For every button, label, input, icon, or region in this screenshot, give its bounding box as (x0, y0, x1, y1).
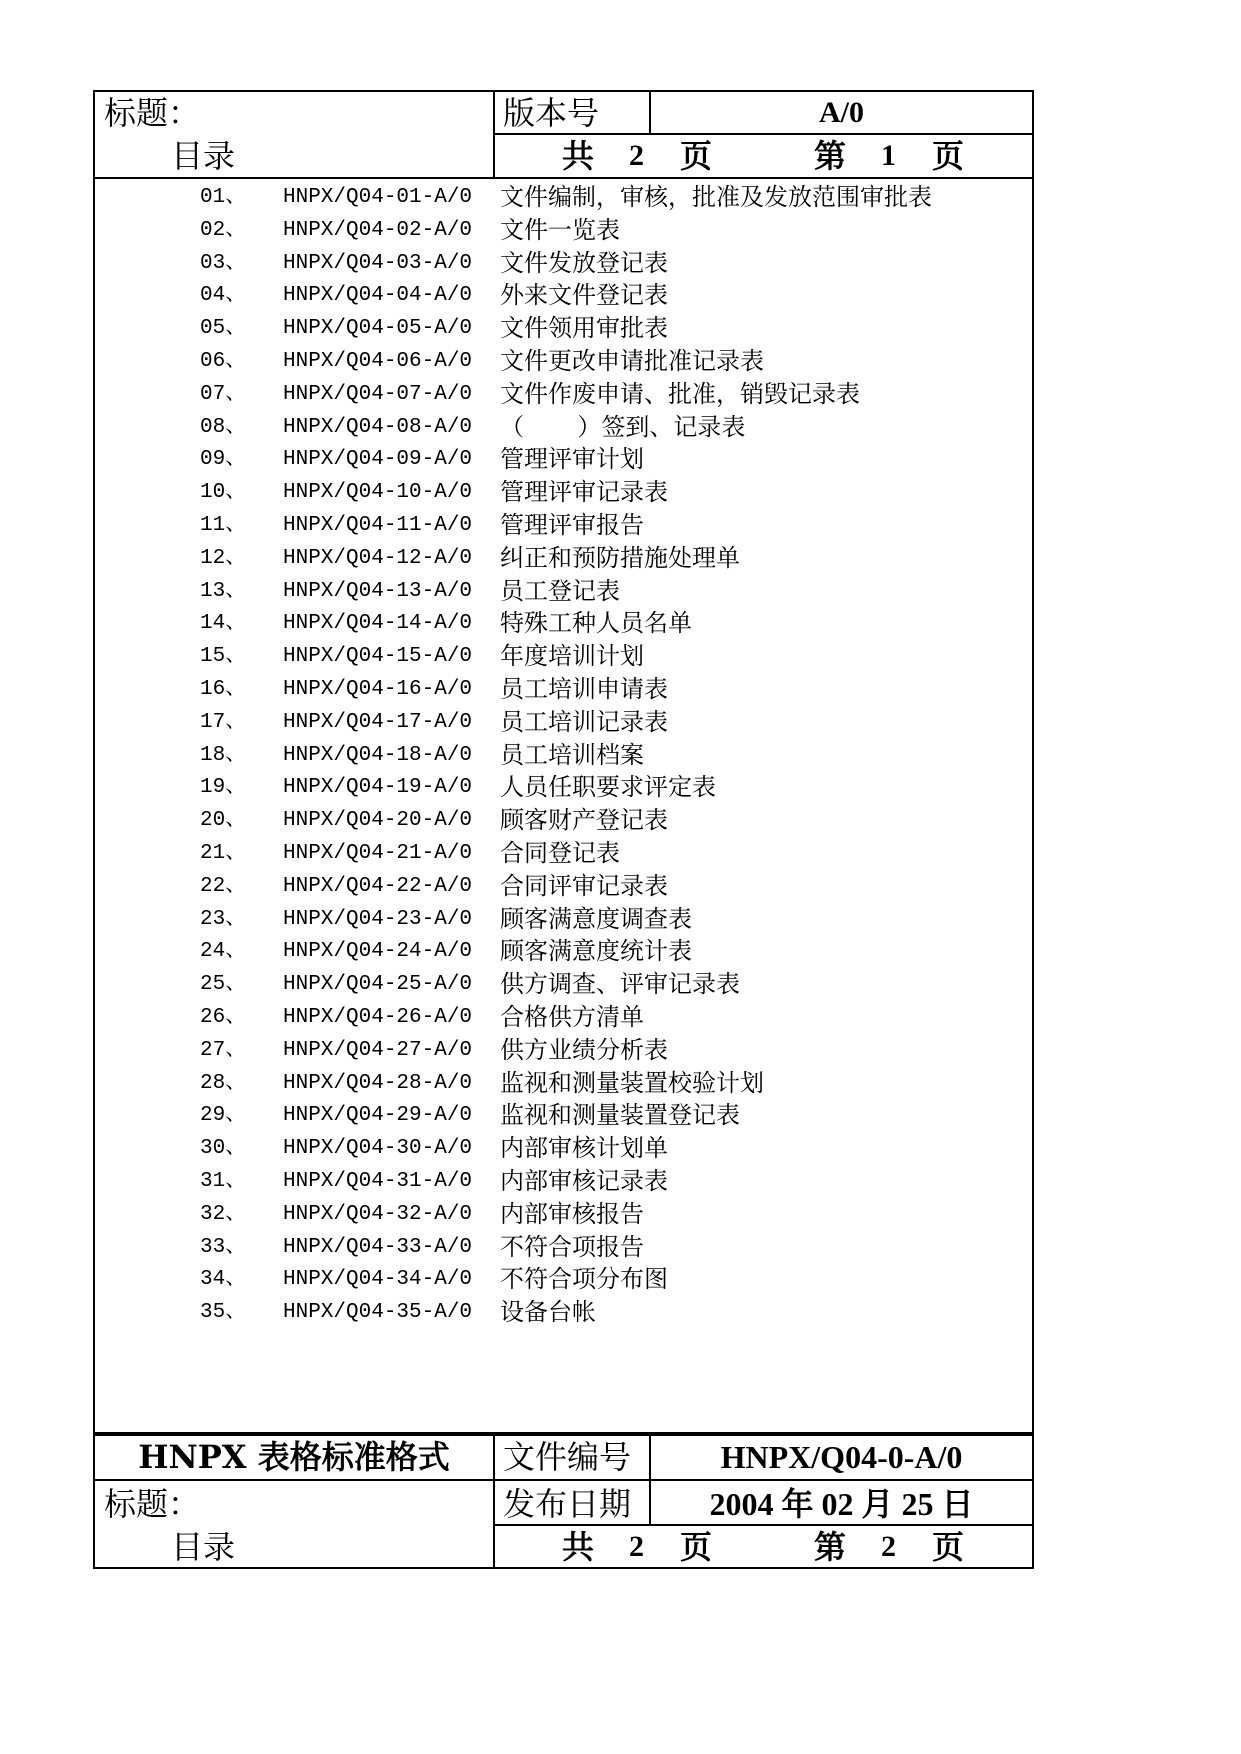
item-name: 文件作废申请、批准，销毁记录表 (500, 379, 860, 408)
item-code: HNPX/Q04-16-A/0 (283, 678, 473, 701)
item-name: 文件一览表 (500, 215, 620, 244)
list-item (0, 312, 1241, 345)
footer-row-rule-2 (494, 1524, 1034, 1526)
footer-column-rule (493, 1434, 495, 1568)
list-item (0, 771, 1241, 804)
item-name: 内部审核计划单 (500, 1134, 668, 1163)
header-title-label: 标题： (104, 94, 201, 132)
footer-row-rule-1 (93, 1479, 1034, 1481)
item-number: 27、 (200, 1038, 247, 1062)
item-name: 合格供方清单 (500, 1003, 644, 1031)
item-number: 06、 (200, 350, 247, 373)
list-item (0, 968, 1241, 1001)
item-name: 顾客满意度调查表 (500, 904, 692, 933)
item-name: 年度培训计划 (500, 642, 644, 671)
list-item (0, 706, 1241, 739)
item-name: 监视和测量装置校验计划 (500, 1068, 764, 1097)
item-number: 11、 (200, 514, 247, 537)
item-name: 内部审核报告 (500, 1199, 644, 1228)
item-number: 21、 (200, 842, 247, 865)
item-name: 内部审核记录表 (500, 1167, 668, 1195)
item-name: （ ）签到、记录表 (500, 412, 746, 441)
item-number: 13、 (200, 579, 247, 603)
item-name: 监视和测量装置登记表 (500, 1101, 740, 1130)
item-code: HNPX/Q04-20-A/0 (283, 809, 473, 833)
item-name: 文件编制，审核，批准及发放范围审批表 (500, 183, 932, 211)
item-code: HNPX/Q04-17-A/0 (283, 710, 473, 734)
item-code: HNPX/Q04-32-A/0 (283, 1202, 473, 1226)
header-column-rule (493, 90, 495, 178)
list-item (0, 542, 1241, 575)
item-name: 管理评审计划 (500, 445, 644, 474)
version-label: 版本号 (503, 94, 600, 132)
list-item (0, 1296, 1241, 1329)
frame-top-border (93, 90, 1034, 92)
list-item (0, 1067, 1241, 1100)
list-item (0, 640, 1241, 673)
list-item (0, 181, 1241, 214)
item-number: 35、 (200, 1301, 247, 1325)
list-item (0, 1263, 1241, 1296)
item-code: HNPX/Q04-14-A/0 (283, 612, 473, 636)
list-item (0, 1132, 1241, 1165)
header-total-pages: 2 (629, 139, 644, 172)
footer-title-label: 标题： (104, 1485, 201, 1523)
list-item (0, 1198, 1241, 1231)
list-item (0, 509, 1241, 542)
item-name: 不符合项报告 (500, 1232, 644, 1261)
item-number: 33、 (200, 1235, 247, 1259)
item-number: 08、 (200, 415, 247, 439)
item-name: 纠正和预防措施处理单 (500, 543, 740, 572)
item-number: 15、 (200, 645, 247, 669)
footer-total-pages-suffix: 页 (680, 1528, 713, 1566)
item-number: 22、 (200, 874, 247, 898)
item-code: HNPX/Q04-22-A/0 (283, 874, 473, 898)
list-item (0, 903, 1241, 936)
issue-date-value: 2004 年 02 月 25 日 (709, 1486, 974, 1522)
item-name: 合同评审记录表 (500, 871, 668, 900)
item-code: HNPX/Q04-34-A/0 (283, 1268, 473, 1292)
list-item (0, 443, 1241, 476)
item-name: 顾客满意度统计表 (500, 937, 692, 966)
item-number: 01、 (200, 186, 247, 209)
item-code: HNPX/Q04-19-A/0 (283, 776, 473, 800)
header-bottom-rule (93, 177, 1034, 179)
list-item (0, 1034, 1241, 1067)
list-item (0, 1165, 1241, 1198)
list-item (0, 247, 1241, 280)
footer-total-pages-prefix: 共 (562, 1528, 595, 1566)
item-code: HNPX/Q04-18-A/0 (283, 743, 473, 767)
item-name: 外来文件登记表 (500, 281, 668, 310)
list-item (0, 837, 1241, 870)
item-number: 29、 (200, 1104, 247, 1128)
list-item (0, 607, 1241, 640)
item-number: 34、 (200, 1268, 247, 1292)
item-number: 32、 (200, 1202, 247, 1226)
list-item (0, 935, 1241, 968)
item-code: HNPX/Q04-33-A/0 (283, 1235, 473, 1259)
item-name: 员工登记表 (500, 576, 620, 605)
item-number: 05、 (200, 317, 247, 341)
item-number: 23、 (200, 907, 247, 931)
item-name: 员工培训档案 (500, 740, 644, 769)
item-code: HNPX/Q04-10-A/0 (283, 481, 473, 505)
footer-current-page-prefix: 第 (814, 1528, 847, 1566)
item-name: 设备台帐 (500, 1298, 596, 1327)
list-item (0, 1231, 1241, 1264)
doc-number-value: HNPX/Q04-0-A/0 (720, 1439, 963, 1475)
item-code: HNPX/Q04-21-A/0 (283, 842, 473, 865)
item-name: 文件发放登记表 (500, 248, 668, 277)
item-name: 管理评审记录表 (500, 478, 668, 507)
item-number: 31、 (200, 1170, 247, 1193)
item-code: HNPX/Q04-29-A/0 (283, 1104, 473, 1128)
item-number: 20、 (200, 809, 247, 833)
item-code: HNPX/Q04-09-A/0 (283, 448, 473, 472)
item-name: 顾客财产登记表 (500, 806, 668, 835)
item-code: HNPX/Q04-01-A/0 (283, 186, 473, 209)
item-code: HNPX/Q04-07-A/0 (283, 382, 473, 406)
item-code: HNPX/Q04-15-A/0 (283, 645, 473, 669)
version-value: A/0 (819, 96, 864, 129)
item-name: 供方业绩分析表 (500, 1035, 668, 1064)
header-title-value: 目录 (171, 137, 236, 175)
footer-title-value: 目录 (171, 1528, 236, 1566)
list-item (0, 804, 1241, 837)
item-number: 18、 (200, 743, 247, 767)
item-number: 26、 (200, 1006, 247, 1029)
item-number: 03、 (200, 251, 247, 275)
item-code: HNPX/Q04-06-A/0 (283, 350, 473, 373)
frame-bottom-border (93, 1567, 1034, 1569)
item-code: HNPX/Q04-02-A/0 (283, 218, 473, 242)
list-item (0, 476, 1241, 509)
item-number: 28、 (200, 1071, 247, 1095)
item-code: HNPX/Q04-23-A/0 (283, 907, 473, 931)
list-item (0, 345, 1241, 378)
footer-top-rule (93, 1432, 1034, 1436)
list-item (0, 673, 1241, 706)
list-item (0, 1001, 1241, 1034)
list-item (0, 411, 1241, 444)
format-label: HNPX 表格标准格式 (138, 1438, 450, 1476)
list-item (0, 870, 1241, 903)
item-code: HNPX/Q04-13-A/0 (283, 579, 473, 603)
list-item (0, 214, 1241, 247)
item-code: HNPX/Q04-27-A/0 (283, 1038, 473, 1062)
list-item (0, 279, 1241, 312)
item-name: 员工培训申请表 (500, 675, 668, 703)
item-number: 25、 (200, 973, 247, 997)
header-total-pages-prefix: 共 (562, 137, 595, 175)
item-name: 文件更改申请批准记录表 (500, 347, 764, 375)
doc-number-label: 文件编号 (503, 1438, 632, 1476)
item-code: HNPX/Q04-30-A/0 (283, 1137, 473, 1161)
item-name: 管理评审报告 (500, 511, 644, 539)
header-row-rule (494, 133, 1034, 135)
item-number: 02、 (200, 218, 247, 242)
item-name: 文件领用审批表 (500, 314, 668, 343)
item-name: 特殊工种人员名单 (500, 609, 692, 638)
header-current-page-prefix: 第 (814, 137, 847, 175)
item-number: 24、 (200, 940, 247, 964)
list-item (0, 575, 1241, 608)
item-code: HNPX/Q04-28-A/0 (283, 1071, 473, 1095)
item-name: 员工培训记录表 (500, 707, 668, 736)
item-number: 07、 (200, 382, 247, 406)
item-name: 合同登记表 (500, 839, 620, 867)
item-number: 19、 (200, 776, 247, 800)
item-code: HNPX/Q04-12-A/0 (283, 546, 473, 570)
header-current-page-suffix: 页 (932, 137, 965, 175)
footer-current-page-suffix: 页 (932, 1528, 965, 1566)
footer-current-page: 2 (881, 1530, 896, 1563)
item-number: 17、 (200, 710, 247, 734)
header-total-pages-suffix: 页 (680, 137, 713, 175)
item-code: HNPX/Q04-08-A/0 (283, 415, 473, 439)
item-number: 04、 (200, 284, 247, 308)
item-code: HNPX/Q04-31-A/0 (283, 1170, 473, 1193)
item-code: HNPX/Q04-03-A/0 (283, 251, 473, 275)
item-number: 14、 (200, 612, 247, 636)
footer-total-pages: 2 (629, 1530, 644, 1563)
item-code: HNPX/Q04-04-A/0 (283, 284, 473, 308)
list-item (0, 739, 1241, 772)
list-item (0, 378, 1241, 411)
item-code: HNPX/Q04-35-A/0 (283, 1301, 473, 1325)
item-number: 16、 (200, 678, 247, 701)
item-number: 10、 (200, 481, 247, 505)
item-code: HNPX/Q04-24-A/0 (283, 940, 473, 964)
list-item (0, 1099, 1241, 1132)
item-number: 09、 (200, 448, 247, 472)
item-code: HNPX/Q04-11-A/0 (283, 514, 473, 537)
issue-date-label: 发布日期 (503, 1485, 632, 1523)
item-name: 人员任职要求评定表 (500, 773, 716, 802)
item-number: 30、 (200, 1137, 247, 1161)
header-current-page: 1 (881, 139, 896, 172)
item-code: HNPX/Q04-25-A/0 (283, 973, 473, 997)
item-code: HNPX/Q04-05-A/0 (283, 317, 473, 341)
item-code: HNPX/Q04-26-A/0 (283, 1006, 473, 1029)
item-name: 供方调查、评审记录表 (500, 970, 740, 999)
item-name: 不符合项分布图 (500, 1265, 668, 1294)
item-number: 12、 (200, 546, 247, 570)
